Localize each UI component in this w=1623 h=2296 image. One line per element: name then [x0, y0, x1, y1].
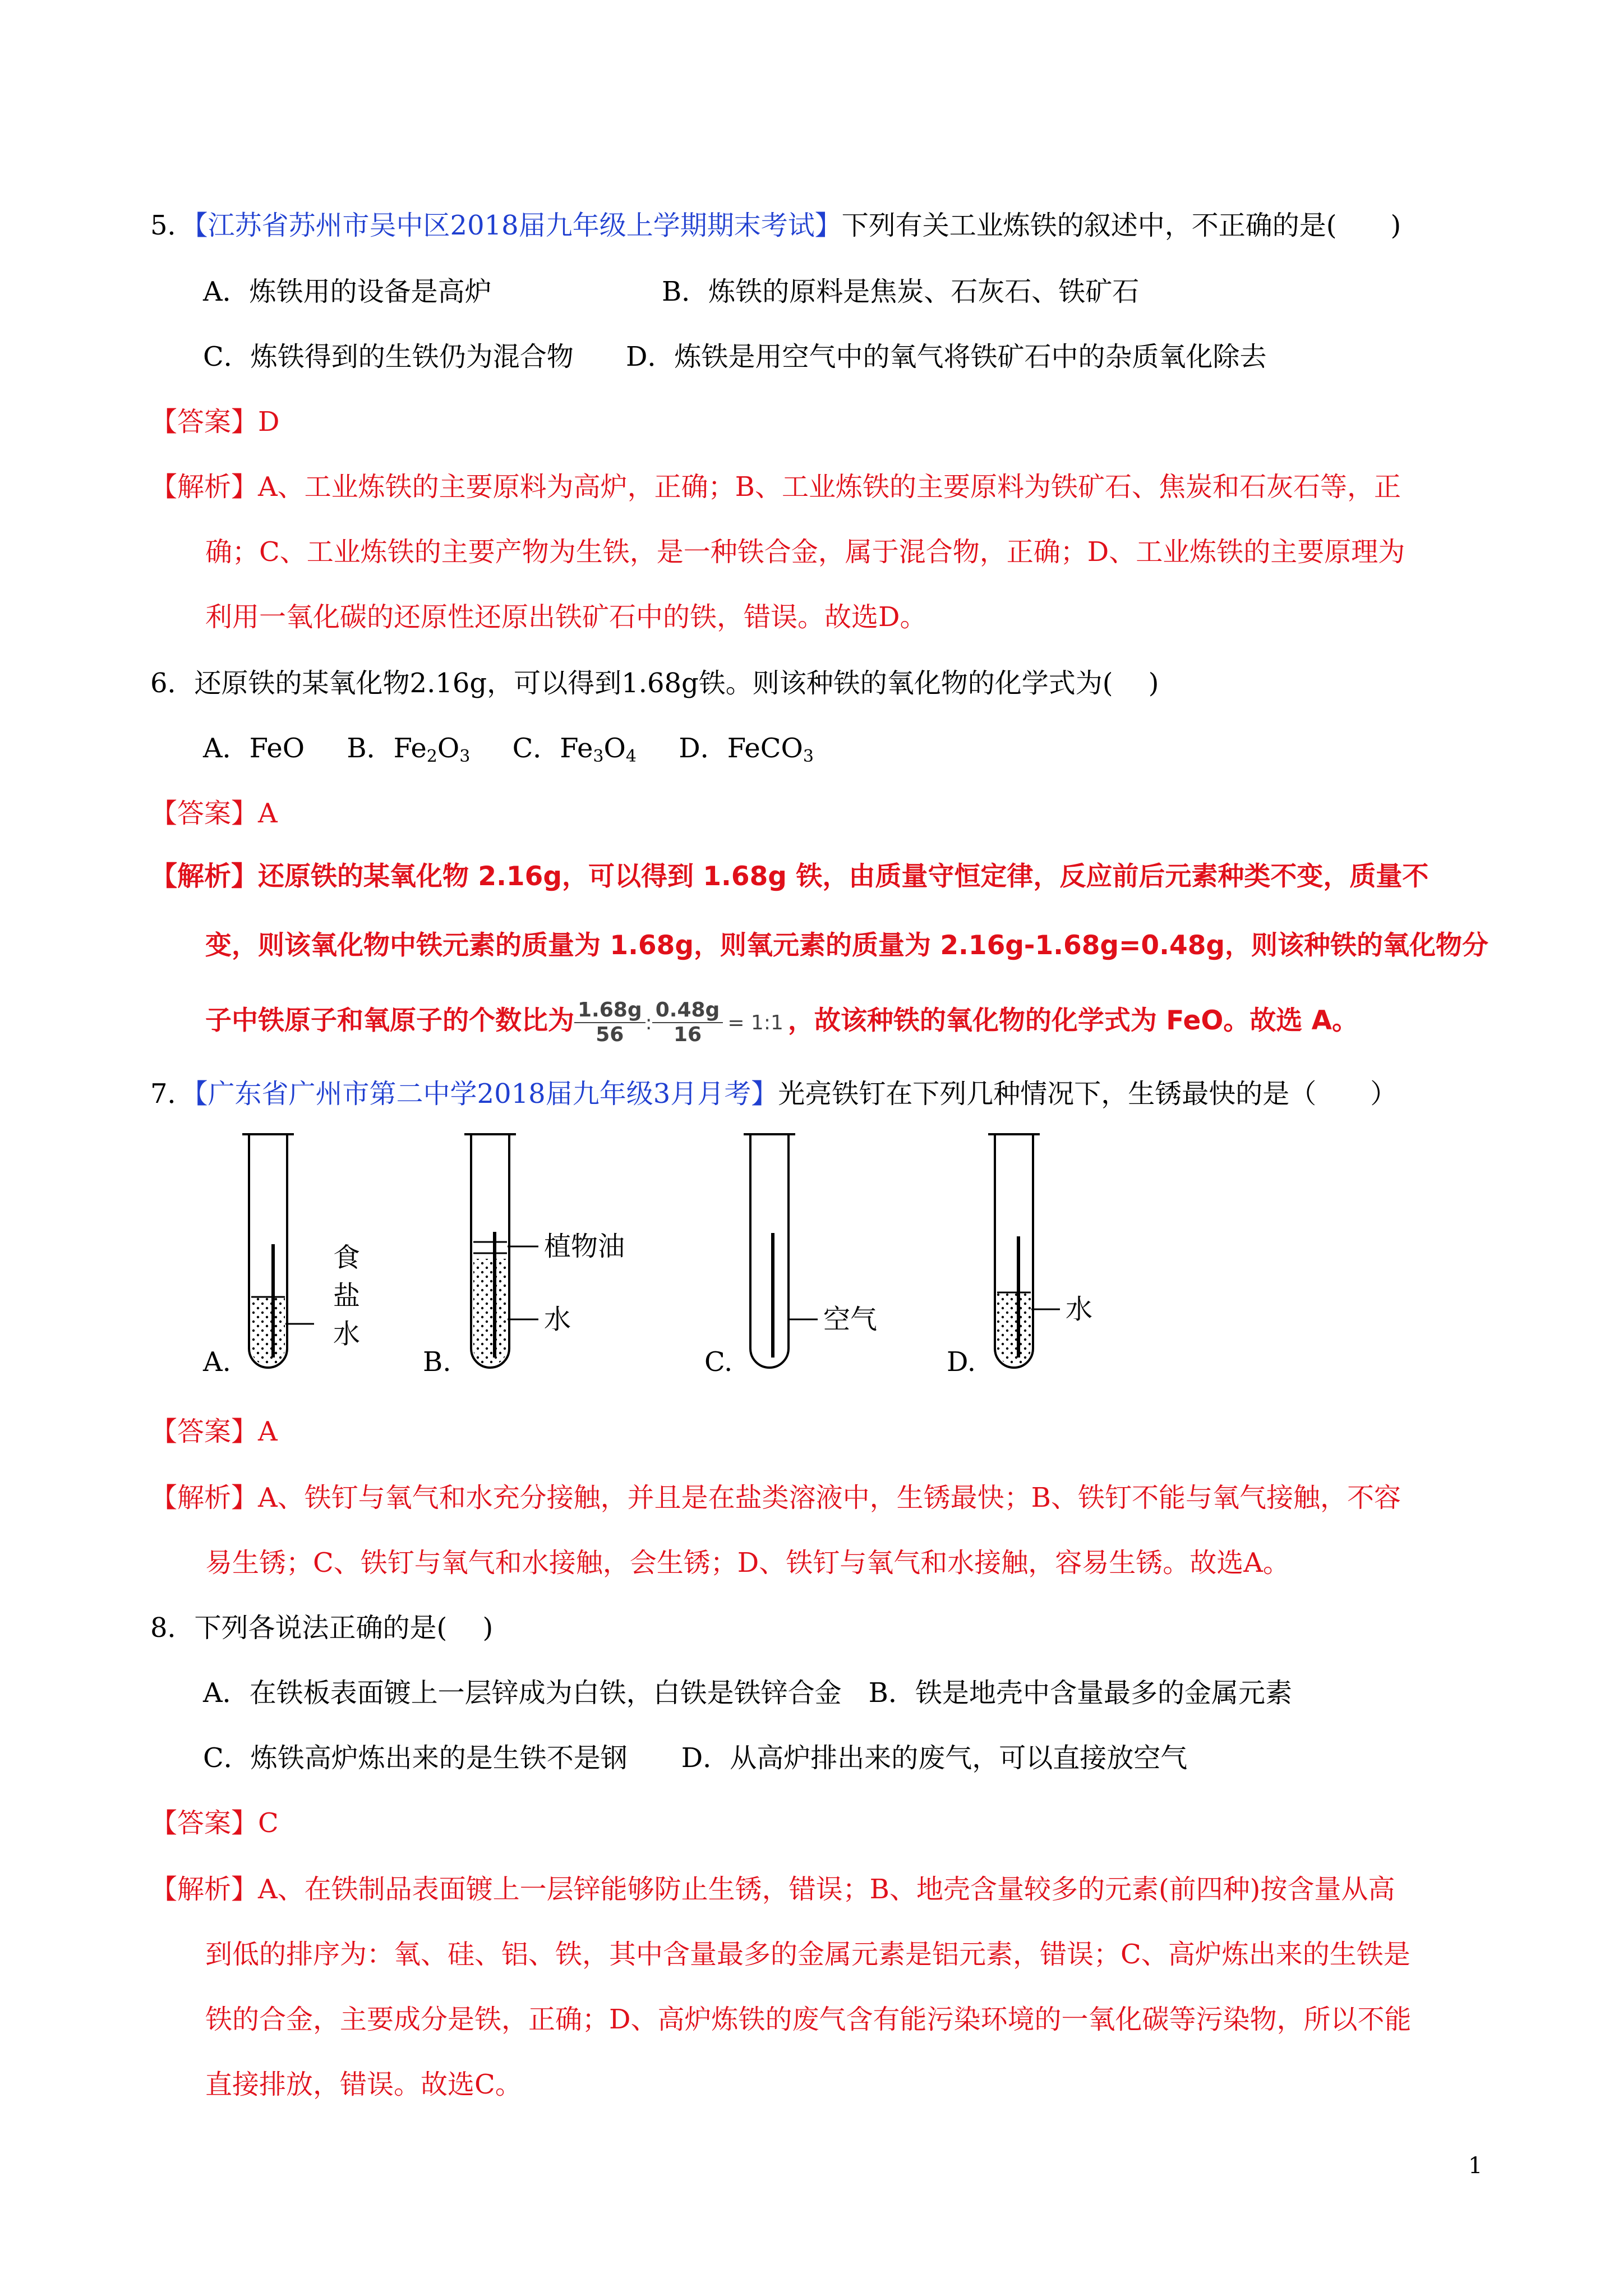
- q6-fraction-2-denominator: 16: [673, 1023, 702, 1046]
- tube-a-label-3: 水: [333, 1318, 361, 1350]
- q6-option-b-text: B．Fe: [347, 733, 427, 764]
- tube-c: [744, 1134, 818, 1368]
- q6-answer-value: A: [258, 798, 278, 829]
- q6-option-b-sub2: 3: [459, 747, 471, 766]
- tube-d-water-label: 水: [1066, 1294, 1093, 1325]
- q5-answer-value: D: [258, 406, 280, 438]
- q7-analysis-text-1: A、铁钉与氧气和水充分接触，并且是在盐类溶液中，生锈最快；B、铁钉不能与氧气接触，不容: [258, 1482, 1401, 1513]
- q6-analysis-line-2: 变，则该氧化物中铁元素的质量为 1.68g，则氧元素的质量为 2.16g-1.68g=0.48g，则该种铁的氧化物分: [205, 930, 1489, 961]
- q6-option-a: A．FeO: [203, 733, 305, 764]
- q8-answer-label: 【答案】: [150, 1807, 259, 1839]
- q8-analysis-label: 【解析】: [150, 1874, 259, 1905]
- q6-fraction-1-denominator: 56: [596, 1023, 624, 1046]
- q6-analysis-label: 【解析】: [150, 861, 259, 892]
- q6-fraction-separator: :: [645, 1011, 652, 1034]
- q7-figure-label-d: D.: [947, 1346, 976, 1378]
- q5-stem: 下列有关工业炼铁的叙述中，不正确的是( ): [841, 210, 1401, 241]
- tube-a: [242, 1134, 314, 1368]
- q6-option-b-sub1: 2: [426, 747, 437, 766]
- q5-analysis-line-3: 利用一氧化碳的还原性还原出铁矿石中的铁，错误。故选D。: [205, 601, 927, 633]
- q6-option-c-text: C．Fe: [512, 733, 593, 764]
- page-number: 1: [1468, 2153, 1483, 2179]
- q5-option-a: A．炼铁用的设备是高炉: [203, 276, 492, 307]
- tube-b-water-label: 水: [544, 1304, 571, 1335]
- q8-answer-value: C: [258, 1807, 279, 1839]
- tube-c-air-label: 空气: [823, 1304, 878, 1335]
- q7-source: 【广东省广州市第二中学2018届九年级3月月考】: [194, 1078, 778, 1110]
- tube-a-label-1: 食: [333, 1242, 361, 1273]
- q6-option-b-mid: O: [437, 733, 460, 764]
- q6-answer-label: 【答案】: [150, 798, 259, 829]
- q6-option-d-text: D．FeCO: [679, 733, 803, 764]
- q5-analysis-line-2: 确；C、工业炼铁的主要产物为生铁，是一种铁合金，属于混合物，正确；D、工业炼铁的主要原理为: [205, 536, 1405, 568]
- q8-analysis-line-3: 铁的合金，主要成分是铁，正确；D、高炉炼铁的废气含有能污染环境的一氧化碳等污染物，所以不能: [205, 2004, 1412, 2035]
- q5-number: 5．: [150, 210, 195, 241]
- q8-stem: 8．下列各说法正确的是( ): [150, 1612, 494, 1644]
- q8-analysis-text-1: A、在铁制品表面镀上一层锌能够防止生锈，错误；B、地壳含量较多的元素(前四种)按含量从高: [258, 1874, 1395, 1905]
- q7-answer: [150, 1415, 278, 1448]
- q8-answer: [150, 1806, 279, 1840]
- q7-figure-label-b: B.: [423, 1346, 451, 1378]
- q7-analysis-line-1: [150, 1481, 1401, 1515]
- q5-analysis-label: 【解析】: [150, 471, 259, 503]
- q6-fraction-2-numerator: 0.48g: [652, 999, 723, 1023]
- q6-option-c-sub1: 3: [593, 747, 604, 766]
- q5-option-b: B．炼铁的原料是焦炭、石灰石、铁矿石: [662, 276, 1140, 307]
- q6-analysis-text-3b: ，故该种铁的氧化物的化学式为 FeO。故选 A。: [787, 1005, 1359, 1036]
- q5-answer-label: 【答案】: [150, 406, 259, 438]
- q8-options-ab: A．在铁板表面镀上一层锌成为白铁，白铁是铁锌合金 B．铁是地壳中含量最多的金属元素: [203, 1677, 1292, 1709]
- q7-answer-value: A: [258, 1416, 278, 1447]
- q8-analysis-line-4: 直接排放，错误。故选C。: [205, 2069, 522, 2100]
- q7-analysis-line-2: 易生锈；C、铁钉与氧气和水接触，会生锈；D、铁钉与氧气和水接触，容易生锈。故选A。: [205, 1547, 1290, 1579]
- q7-figure-label-a: A.: [203, 1346, 231, 1378]
- q5-source: 【江苏省苏州市吴中区2018届九年级上学期期末考试】: [194, 210, 842, 241]
- q7-figure-label-c: C.: [704, 1346, 733, 1378]
- q6-stem: 6．还原铁的某氧化物2.16g，可以得到1.68g铁。则该种铁的氧化物的化学式为( ): [150, 668, 1159, 699]
- q6-analysis-text-1: 还原铁的某氧化物 2.16g，可以得到 1.68g 铁，由质量守恒定律，反应前后元素种类不变，质量不: [258, 861, 1429, 892]
- q6-option-c-mid: O: [603, 733, 626, 764]
- tube-d: [988, 1134, 1060, 1368]
- tube-a-label-2: 盐: [333, 1280, 361, 1312]
- q6-option-d-sub1: 3: [803, 747, 814, 766]
- q6-fraction-1-numerator: 1.68g: [574, 999, 645, 1023]
- q6-option-c-sub2: 4: [625, 747, 637, 766]
- q5-option-d: D．炼铁是用空气中的氧气将铁矿石中的杂质氧化除去: [626, 341, 1267, 372]
- tube-b: [464, 1134, 538, 1368]
- q7-stem: 光亮铁钉在下列几种情况下，生锈最快的是（ ）: [778, 1078, 1398, 1110]
- q6-ratio: = 1:1: [727, 1011, 783, 1034]
- q7-number: 7．: [150, 1078, 195, 1110]
- tube-b-oil-label: 植物油: [544, 1231, 625, 1262]
- q7-analysis-label: 【解析】: [150, 1482, 259, 1513]
- q5-analysis-text-1: A、工业炼铁的主要原料为高炉，正确；B、工业炼铁的主要原料为铁矿石、焦炭和石灰石等，正: [258, 471, 1401, 503]
- q8-options-cd: C．炼铁高炉炼出来的是生铁不是钢 D．从高炉排出来的废气，可以直接放空气: [203, 1742, 1188, 1774]
- q5-option-c: C．炼铁得到的生铁仍为混合物: [203, 341, 574, 372]
- q6-analysis-text-3: 子中铁原子和氧原子的个数比为: [205, 1005, 574, 1036]
- q7-answer-label: 【答案】: [150, 1416, 259, 1447]
- q8-analysis-line-1: [150, 1872, 1395, 1906]
- q8-analysis-line-2: 到低的排序为：氧、硅、铝、铁，其中含量最多的金属元素是铝元素，错误；C、高炉炼出来的生铁是: [205, 1939, 1410, 1970]
